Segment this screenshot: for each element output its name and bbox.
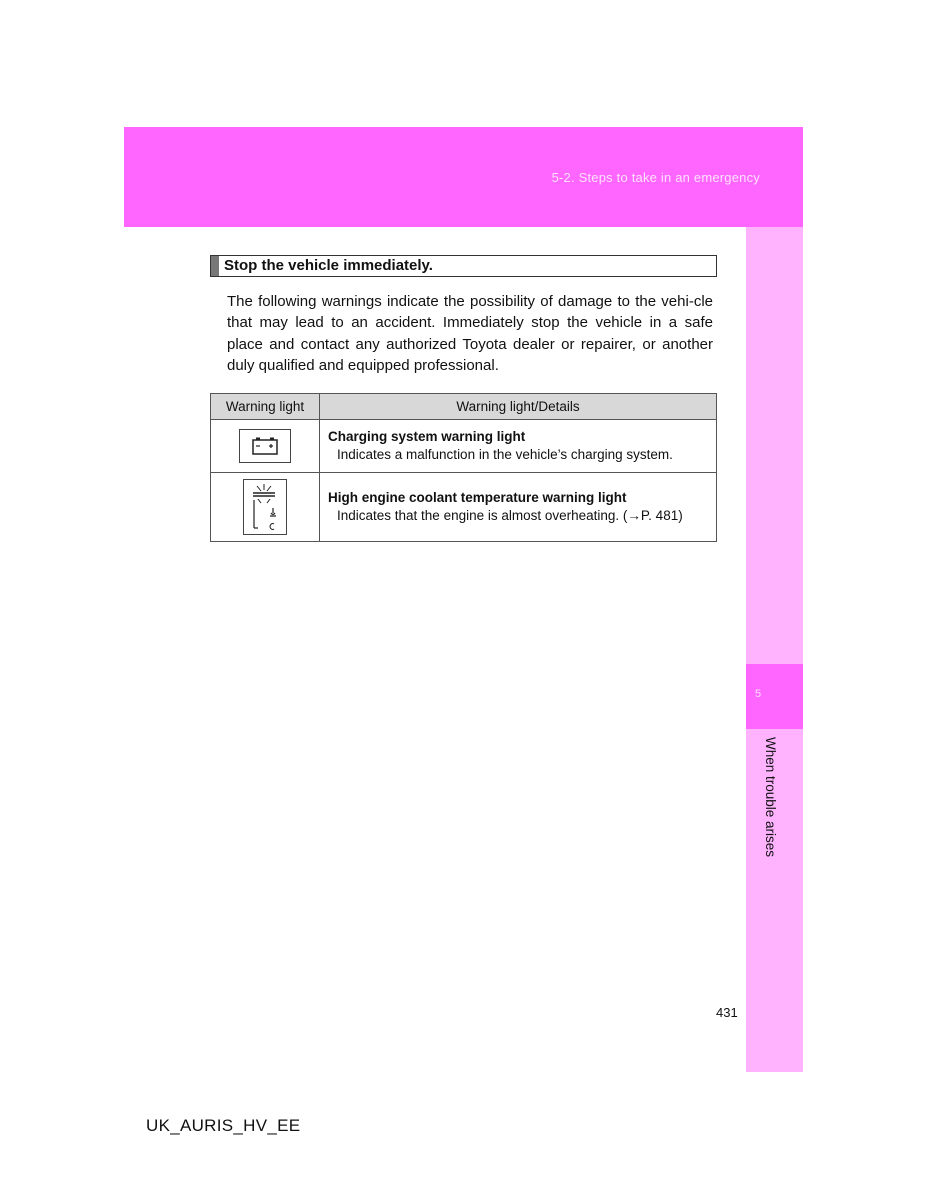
details-cell bbox=[320, 420, 717, 473]
body-paragraph: The following warnings indicate the possibility of damage to the vehi-cle that may lead to an accident. Immediately stop the vehicle in a safe place and contact any authorized Toyota dealer or repairer, or another duly qualified and equipped professional. bbox=[227, 293, 713, 374]
section-heading-text: Stop the vehicle immediately. bbox=[224, 257, 433, 274]
chapter-tab[interactable] bbox=[746, 664, 803, 729]
table-header-row bbox=[211, 394, 717, 420]
details-cell bbox=[320, 473, 717, 542]
table-row bbox=[211, 420, 717, 473]
warning-description: Indicates that the engine is almost overheating. (→P. 481) bbox=[337, 508, 683, 523]
warning-description: Indicates a malfunction in the vehicle’s charging system. bbox=[337, 447, 673, 462]
warning-title: Charging system warning light bbox=[328, 429, 526, 444]
battery-warning-icon bbox=[239, 429, 291, 463]
side-tab-strip bbox=[746, 227, 803, 1072]
header-band bbox=[124, 127, 803, 227]
warning-title: High engine coolant temperature warning light bbox=[328, 490, 627, 505]
table-row bbox=[211, 473, 717, 542]
footer-code: UK_AURIS_HV_EE bbox=[146, 1116, 301, 1135]
warning-light-cell bbox=[211, 473, 320, 542]
heading-marker bbox=[211, 256, 219, 276]
chapter-number: 5 bbox=[755, 688, 762, 700]
section-breadcrumb: 5-2. Steps to take in an emergency bbox=[551, 170, 760, 185]
column-header-warning-light: Warning light bbox=[211, 394, 320, 420]
page-number: 431 bbox=[716, 1005, 738, 1020]
coolant-temperature-icon bbox=[243, 479, 287, 535]
warning-light-cell bbox=[211, 420, 320, 473]
chapter-title: When trouble arises bbox=[763, 737, 778, 858]
column-header-details: Warning light/Details bbox=[320, 394, 717, 420]
warning-table bbox=[210, 393, 717, 542]
section-heading bbox=[210, 255, 717, 277]
